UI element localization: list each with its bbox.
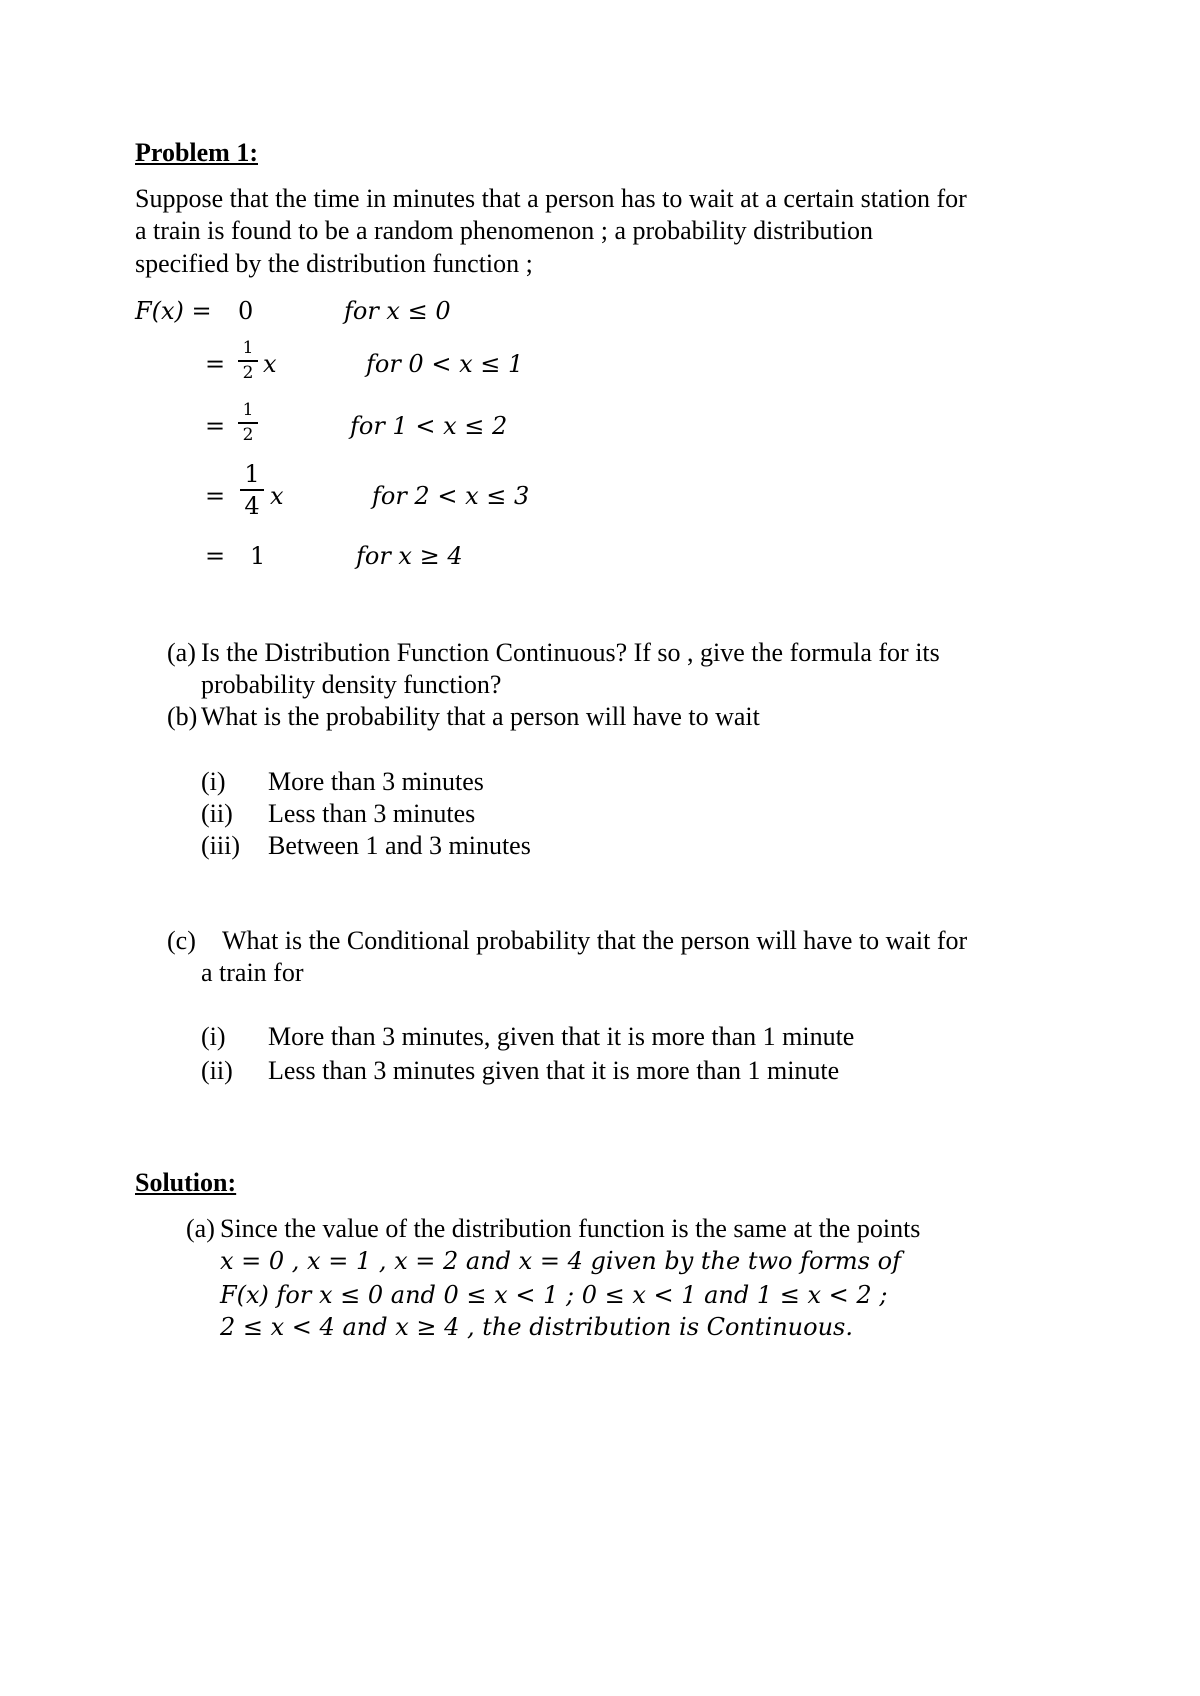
part-b-item-3-text: Between 1 and 3 minutes: [268, 831, 531, 860]
cdf-row-4-eq: =: [205, 482, 226, 510]
cdf-row-5-eq: =: [205, 542, 226, 570]
part-b-item-3-label: (iii): [201, 831, 240, 860]
cdf-row-5-value: 1: [250, 542, 266, 570]
cdf-row-3-cond: for 1 < x ≤ 2: [350, 412, 508, 440]
part-a-label: (a): [167, 638, 196, 667]
solution-a-text: Since the value of the distribution function is the same at the points: [220, 1214, 921, 1243]
cdf-row-3-eq: =: [205, 412, 226, 440]
cdf-row-1-value: 0: [238, 297, 254, 325]
intro-line-3: specified by the distribution function ;: [135, 249, 533, 278]
cdf-row-4-fraction: [240, 462, 264, 518]
part-c-line-1: What is the Conditional probability that the person will have to wait for: [222, 926, 968, 955]
cdf-row-3-numerator: 1: [242, 400, 254, 420]
cdf-row-4-numerator: 1: [244, 460, 260, 488]
cdf-row-4-denominator: 4: [244, 492, 260, 520]
part-c-item-1-text: More than 3 minutes, given that it is more than 1 minute: [268, 1022, 855, 1051]
part-b-item-2-label: (ii): [201, 799, 233, 828]
part-b-item-1-text: More than 3 minutes: [268, 767, 484, 796]
cdf-row-2-numerator: 1: [242, 338, 254, 358]
solution-math-line-2: F(x) for x ≤ 0 and 0 ≤ x < 1 ; 0 ≤ x < 1 and 1 ≤ x < 2 ;: [220, 1281, 888, 1309]
cdf-lhs: F(x) =: [135, 297, 212, 325]
part-c-item-2-text: Less than 3 minutes given that it is more than 1 minute: [268, 1056, 840, 1085]
cdf-row-4-cond: for 2 < x ≤ 3: [372, 482, 530, 510]
part-b-text: What is the probability that a person will have to wait: [201, 702, 760, 731]
part-a-line-1: Is the Distribution Function Continuous? If so , give the formula for its: [201, 638, 940, 667]
intro-line-1: Suppose that the time in minutes that a person has to wait at a certain station for: [135, 184, 967, 213]
cdf-row-2-var: x: [263, 350, 277, 378]
solution-heading: Solution:: [135, 1168, 237, 1197]
cdf-row-2-cond: for 0 < x ≤ 1: [366, 350, 524, 378]
fraction-bar: [240, 489, 264, 491]
fraction-bar: [238, 422, 258, 424]
part-c-line-2: a train for: [201, 958, 304, 987]
cdf-row-1-cond: for x ≤ 0: [344, 297, 451, 325]
cdf-row-2-denominator: 2: [242, 363, 254, 383]
cdf-row-2-fraction: [238, 340, 258, 382]
part-b-item-1-label: (i): [201, 767, 226, 796]
cdf-row-3-fraction: [238, 402, 258, 444]
solution-a-label: (a): [186, 1214, 215, 1243]
cdf-row-4-var: x: [270, 482, 284, 510]
intro-line-2: a train is found to be a random phenomenon ; a probability distribution: [135, 216, 873, 245]
fraction-bar: [238, 360, 258, 362]
problem-heading: Problem 1:: [135, 138, 258, 167]
solution-math-line-3: 2 ≤ x < 4 and x ≥ 4 , the distribution is Continuous.: [220, 1313, 853, 1341]
solution-math-line-1: x = 0 , x = 1 , x = 2 and x = 4 given by the two forms of: [220, 1247, 901, 1275]
part-b-label: (b): [167, 702, 198, 731]
part-a-line-2: probability density function?: [201, 670, 502, 699]
part-b-item-2-text: Less than 3 minutes: [268, 799, 476, 828]
part-c-item-2-label: (ii): [201, 1056, 233, 1085]
part-c-label: (c): [167, 926, 196, 955]
cdf-row-2-eq: =: [205, 350, 226, 378]
cdf-row-3-denominator: 2: [242, 425, 254, 445]
part-c-item-1-label: (i): [201, 1022, 226, 1051]
cdf-row-5-cond: for x ≥ 4: [356, 542, 463, 570]
